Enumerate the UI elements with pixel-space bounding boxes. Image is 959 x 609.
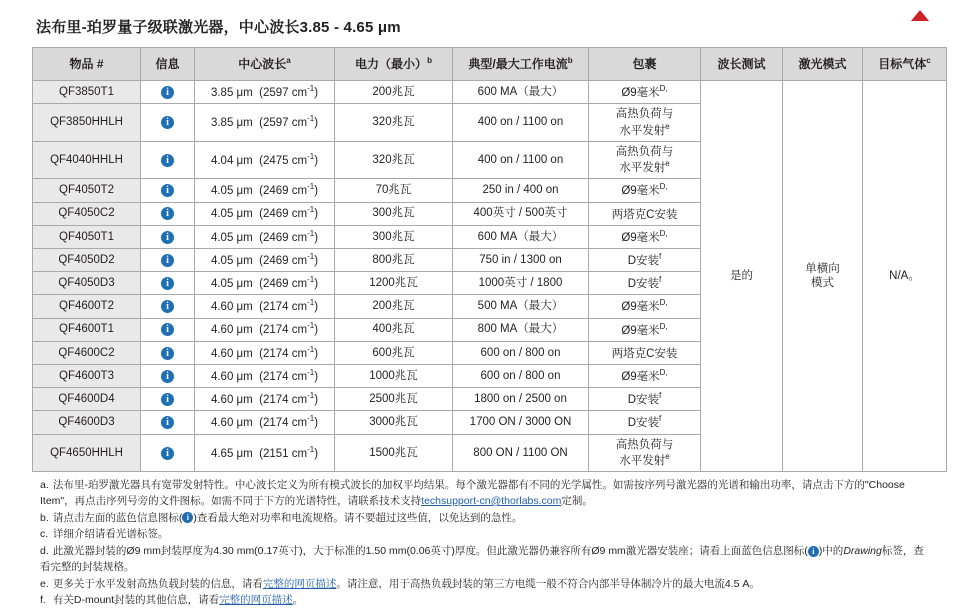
cell-item: QF4600D3 — [33, 411, 141, 434]
cell-info[interactable] — [141, 104, 195, 142]
cell-item: QF4040HHLH — [33, 141, 141, 179]
cell-target-gas: N/A。 — [863, 81, 947, 472]
cell-current: 600 on / 800 on — [453, 364, 589, 387]
cell-current: 400 on / 1100 on — [453, 104, 589, 142]
table-body — [33, 81, 947, 472]
cell-package: Ø9毫米$^{D,}$ — [589, 81, 701, 104]
footnote — [40, 593, 929, 609]
cell-current: 1000英寸 / 1800 — [453, 272, 589, 295]
cell-item: QF4650HHLH — [33, 434, 141, 472]
footnote-text: 更多关于水平发射高热负载封装的信息，请看 — [52, 577, 263, 590]
cell-package: 高热负荷与 水平发射$^e$ — [589, 141, 701, 179]
cell-info[interactable] — [141, 341, 195, 364]
table-header — [33, 48, 947, 81]
cell-info[interactable] — [141, 81, 195, 104]
spec-table-wrap — [0, 47, 959, 472]
cell-info[interactable] — [141, 248, 195, 271]
footnote-marker: f. — [40, 594, 46, 607]
cell-power: 800兆瓦 — [335, 248, 453, 271]
footnote-text: 定制。 — [561, 494, 593, 507]
cell-wavelength: 4.05 μm (2469 $cm^{-1}$) — [195, 272, 335, 295]
info-icon[interactable]: i — [161, 116, 174, 129]
cell-info[interactable] — [141, 295, 195, 318]
cell-info[interactable] — [141, 225, 195, 248]
cell-wavelength: 4.05 μm (2469 $cm^{-1}$) — [195, 202, 335, 225]
col-current: 典型/最大工作电流$^b$ — [453, 48, 589, 81]
cell-package: Ø9毫米$^{D,}$ — [589, 364, 701, 387]
info-icon[interactable]: i — [161, 207, 174, 220]
cell-package: Ø9毫米$^{D,}$ — [589, 179, 701, 202]
cell-item: QF3850HHLH — [33, 104, 141, 142]
page-title: 法布里-珀罗量子级联激光器，中心波长3.85 - 4.65 μm — [36, 19, 401, 36]
cell-package: 高热负荷与 水平发射$^e$ — [589, 434, 701, 472]
info-icon[interactable]: i — [161, 393, 174, 406]
cell-power: 600兆瓦 — [335, 341, 453, 364]
cell-item: QF4600C2 — [33, 341, 141, 364]
cell-wavelength: 3.85 μm (2597 $cm^{-1}$) — [195, 104, 335, 142]
footnote-text: 此激光器封装的Ø9 mm封装厚度为4.30 mm(0.17英寸)，大于标准的1.50 mm(0.06英寸)厚度。但此激光器仍兼容所有Ø9 mm激光器安装座；请看上面蓝色信息图标( — [52, 545, 808, 558]
cell-wavelength: 4.60 μm (2174 $cm^{-1}$) — [195, 318, 335, 341]
footnote-marker: b. — [40, 511, 49, 524]
col-laser-mode: 激光模式 — [783, 48, 863, 81]
cell-info[interactable] — [141, 272, 195, 295]
cell-package: Ø9毫米$^{D,}$ — [589, 295, 701, 318]
info-icon[interactable]: i — [161, 254, 174, 267]
laser-spec-table — [32, 47, 947, 472]
cell-item: QF4600T2 — [33, 295, 141, 318]
cell-package: 高热负荷与 水平发射$^e$ — [589, 104, 701, 142]
col-target-gas: 目标气体$^c$ — [863, 48, 947, 81]
cell-power: 200兆瓦 — [335, 81, 453, 104]
cell-power: 1200兆瓦 — [335, 272, 453, 295]
cell-package: D安装$^f$ — [589, 272, 701, 295]
footnote-link[interactable]: techsupport-cn@thorlabs.com — [421, 494, 562, 507]
footnote-marker: d. — [40, 545, 49, 558]
cell-power: 3000兆瓦 — [335, 411, 453, 434]
cell-item: QF4050D2 — [33, 248, 141, 271]
footnote-marker: e. — [40, 577, 49, 590]
info-icon[interactable]: i — [161, 277, 174, 290]
cell-current: 400英寸 / 500英寸 — [453, 202, 589, 225]
cell-wavelength-test: 是的 — [701, 81, 783, 472]
cell-package: Ø9毫米$^{D,}$ — [589, 225, 701, 248]
cell-current: 250 in / 400 on — [453, 179, 589, 202]
cell-wavelength: 4.04 μm (2475 $cm^{-1}$) — [195, 141, 335, 179]
info-icon[interactable]: i — [161, 154, 174, 167]
cell-package: 两塔克C安装 — [589, 202, 701, 225]
info-icon[interactable]: i — [161, 184, 174, 197]
cell-power: 1500兆瓦 — [335, 434, 453, 472]
cell-wavelength: 4.60 μm (2174 $cm^{-1}$) — [195, 411, 335, 434]
cell-wavelength: 4.65 μm (2151 $cm^{-1}$) — [195, 434, 335, 472]
cell-package: D安装$^f$ — [589, 248, 701, 271]
info-icon[interactable]: i — [161, 86, 174, 99]
cell-item: QF4050D3 — [33, 272, 141, 295]
cell-current: 600 on / 800 on — [453, 341, 589, 364]
info-icon[interactable]: i — [161, 347, 174, 360]
info-icon[interactable]: i — [182, 512, 193, 523]
cell-package: D安装$^f$ — [589, 411, 701, 434]
cell-laser-mode: 单横向 模式 — [783, 81, 863, 472]
cell-wavelength: 3.85 μm (2597 $cm^{-1}$) — [195, 81, 335, 104]
cell-package: Ø9毫米$^{D,}$ — [589, 318, 701, 341]
info-icon[interactable]: i — [161, 300, 174, 313]
cell-power: 1000兆瓦 — [335, 364, 453, 387]
cell-item: QF4050T1 — [33, 225, 141, 248]
cell-wavelength: 4.60 μm (2174 $cm^{-1}$) — [195, 364, 335, 387]
footnote-text: 有关D-mount封装的其他信息，请看 — [52, 594, 220, 607]
header-row — [33, 48, 947, 81]
cell-info[interactable] — [141, 388, 195, 411]
cell-wavelength: 4.60 μm (2174 $cm^{-1}$) — [195, 388, 335, 411]
cell-current: 800 MA（最大） — [453, 318, 589, 341]
cell-wavelength: 4.05 μm (2469 $cm^{-1}$) — [195, 179, 335, 202]
collapse-triangle-icon[interactable] — [911, 10, 929, 21]
info-icon[interactable]: i — [161, 416, 174, 429]
cell-item: QF4050T2 — [33, 179, 141, 202]
cell-item: QF4600D4 — [33, 388, 141, 411]
info-icon[interactable]: i — [161, 370, 174, 383]
footnote — [40, 511, 929, 527]
cell-power: 320兆瓦 — [335, 141, 453, 179]
cell-item: QF4600T1 — [33, 318, 141, 341]
cell-power: 200兆瓦 — [335, 295, 453, 318]
cell-current: 1800 on / 2500 on — [453, 388, 589, 411]
cell-item: QF4600T3 — [33, 364, 141, 387]
footnote-text: 标签，查看完整的封装规格。 — [40, 545, 924, 573]
cell-current: 400 on / 1100 on — [453, 141, 589, 179]
footnote — [40, 478, 929, 510]
cell-current: 750 in / 1300 on — [453, 248, 589, 271]
cell-power: 300兆瓦 — [335, 202, 453, 225]
col-wavelength-test: 波长测试 — [701, 48, 783, 81]
footnote-marker: c. — [40, 528, 49, 541]
footnote — [40, 527, 929, 543]
footnote-text: 详细介绍请看光谱标签。 — [52, 528, 169, 541]
col-info: 信息 — [141, 48, 195, 81]
cell-power: 400兆瓦 — [335, 318, 453, 341]
cell-wavelength: 4.05 μm (2469 $cm^{-1}$) — [195, 248, 335, 271]
footnote-emphasis: Drawing — [843, 545, 882, 558]
cell-wavelength: 4.60 μm (2174 $cm^{-1}$) — [195, 341, 335, 364]
cell-wavelength: 4.60 μm (2174 $cm^{-1}$) — [195, 295, 335, 318]
footnote-text: )查看最大绝对功率和电流规格。请不要超过这些值，以免达到的急性。 — [193, 511, 523, 524]
footnote-text: )中的 — [818, 545, 844, 558]
cell-info[interactable] — [141, 202, 195, 225]
cell-package: D安装$^f$ — [589, 388, 701, 411]
info-icon[interactable]: i — [161, 447, 174, 460]
cell-info[interactable] — [141, 318, 195, 341]
cell-power: 70兆瓦 — [335, 179, 453, 202]
info-icon[interactable]: i — [161, 323, 174, 336]
cell-package: 两塔克C安装 — [589, 341, 701, 364]
info-icon[interactable]: i — [161, 231, 174, 244]
footnote-text: 法布里-珀罗激光器具有宽带发射特性。中心波长定义为所有模式波长的加权平均结果。每个激光器都有不同的光学属性。如需按序列号激光器的光谱和输出功率，请点击下方的"Choose Item"，再点击序列号旁的文件图标。如需不同于下方的光谱特性，请联系技术支持 — [40, 479, 905, 507]
col-item: 物品 # — [33, 48, 141, 81]
footnote-link[interactable]: 完整的网页描述 — [219, 594, 293, 607]
footnote-link[interactable]: 完整的网页描述 — [262, 577, 337, 590]
cell-item: QF4050C2 — [33, 202, 141, 225]
footnote — [40, 577, 929, 593]
cell-info[interactable] — [141, 411, 195, 434]
cell-info[interactable] — [141, 364, 195, 387]
info-icon[interactable]: i — [808, 546, 819, 557]
footnote-text: 。请注意，用于高热负载封装的第三方电缆一般不符合内部半导体制冷片的最大电流4.5 A。 — [336, 577, 760, 590]
footnote — [40, 544, 929, 576]
col-package: 包裹 — [589, 48, 701, 81]
cell-current: 600 MA（最大） — [453, 225, 589, 248]
cell-item: QF3850T1 — [33, 81, 141, 104]
cell-current: 600 MA（最大） — [453, 81, 589, 104]
cell-current: 1700 ON / 3000 ON — [453, 411, 589, 434]
cell-info[interactable] — [141, 434, 195, 472]
col-power: 电力（最小）$^b$ — [335, 48, 453, 81]
footnote-marker: a. — [40, 479, 49, 492]
cell-current: 800 ON / 1100 ON — [453, 434, 589, 472]
footnote-text: 。 — [292, 594, 304, 607]
col-wavelength: 中心波长$^a$ — [195, 48, 335, 81]
cell-power: 2500兆瓦 — [335, 388, 453, 411]
table-row — [33, 81, 947, 104]
cell-info[interactable] — [141, 179, 195, 202]
cell-info[interactable] — [141, 141, 195, 179]
cell-wavelength: 4.05 μm (2469 $cm^{-1}$) — [195, 225, 335, 248]
cell-power: 300兆瓦 — [335, 225, 453, 248]
footnote-text: 请点击左面的蓝色信息图标( — [52, 511, 183, 524]
cell-power: 320兆瓦 — [335, 104, 453, 142]
cell-current: 500 MA（最大） — [453, 295, 589, 318]
footnotes — [0, 472, 959, 609]
